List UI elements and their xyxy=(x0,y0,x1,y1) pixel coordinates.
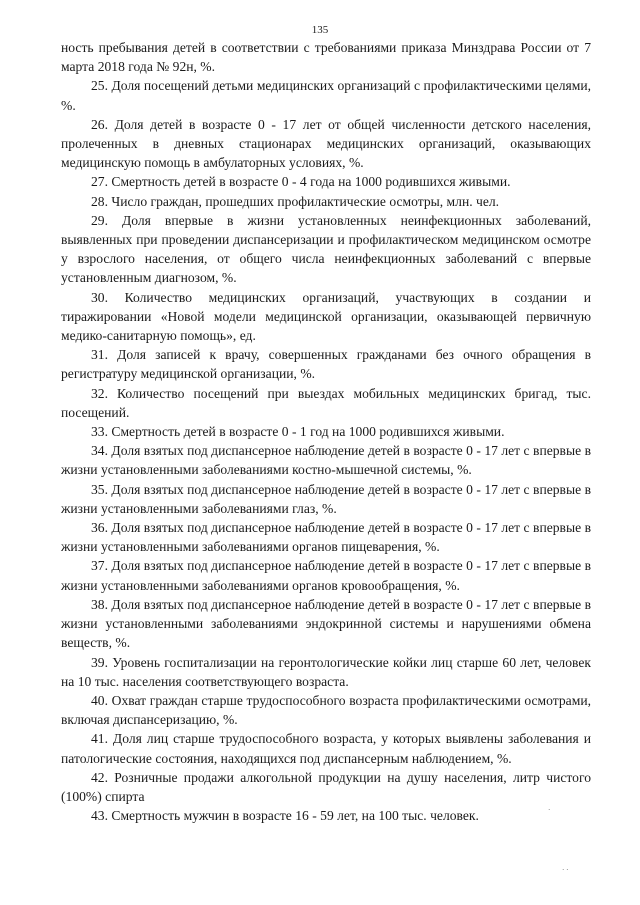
document-body xyxy=(61,38,591,825)
scan-speck: · xyxy=(548,806,551,814)
paragraph-item-37: 37. Доля взятых под диспансерное наблюдение детей в возрасте 0 - 17 лет с впервые в жизни установленными заболеваниями органов кровообращения, %. xyxy=(61,558,591,593)
paragraph-continuation: ность пребывания детей в соответствии с требованиями приказа Минздрава России от 7 марта 2018 года № 92н, %. xyxy=(61,40,591,75)
paragraph-item-26: 26. Доля детей в возрасте 0 - 17 лет от общей численности детского населения, пролеченных в дневных стационарах медицинских организаций, оказывающих медицинскую помощь в амбулаторных условиях, %. xyxy=(61,116,591,171)
paragraph-item-25: 25. Доля посещений детьми медицинских организаций с профилактическими целями, %. xyxy=(61,78,591,113)
paragraph-item-27: 27. Смертность детей в возрасте 0 - 4 года на 1000 родившихся живыми. xyxy=(91,174,511,190)
paragraph-item-30: 30. Количество медицинских организаций, участвующих в создании и тиражировании «Новой модели медицинской организации, оказывающей первичную медико-санитарную помощь», ед. xyxy=(61,289,591,344)
paragraph-item-32: 32. Количество посещений при выездах мобильных медицинских бригад, тыс. посещений. xyxy=(61,385,591,420)
paragraph-item-34: 34. Доля взятых под диспансерное наблюдение детей в возрасте 0 - 17 лет с впервые в жизни установленными заболеваниями костно-мышечной системы, %. xyxy=(61,443,591,478)
paragraph-item-41: 41. Доля лиц старше трудоспособного возраста, у которых выявлены заболевания и патологические состояния, находящихся под диспансерным наблюдением, %. xyxy=(61,731,591,766)
scan-speck: · · xyxy=(562,866,569,874)
paragraph-item-43: 43. Смертность мужчин в возрасте 16 - 59 лет, на 100 тыс. человек. xyxy=(91,808,479,824)
paragraph-item-33: 33. Смертность детей в возрасте 0 - 1 год на 1000 родившихся живыми. xyxy=(91,424,505,440)
paragraph-item-42: 42. Розничные продажи алкогольной продукции на душу населения, литр чистого (100%) спирта xyxy=(61,769,591,804)
page-number: 135 xyxy=(311,24,329,36)
paragraph-item-28: 28. Число граждан, прошедших профилактические осмотры, млн. чел. xyxy=(91,193,500,209)
paragraph-item-31: 31. Доля записей к врачу, совершенных гражданами без очного обращения в регистратуру медицинской организации, %. xyxy=(61,347,591,382)
paragraph-item-39: 39. Уровень госпитализации на геронтологические койки лиц старше 60 лет, человек на 10 тыс. населения соответствующего возраста. xyxy=(61,654,591,689)
paragraph-item-29: 29. Доля впервые в жизни установленных неинфекционных заболеваний, выявленных при проведении диспансеризации и профилактическом медицинском осмотре у взрослого населения, от общего числа неинфекционных заболеваний с впервые установленным диагнозом, %. xyxy=(61,212,591,286)
paragraph-item-35: 35. Доля взятых под диспансерное наблюдение детей в возрасте 0 - 17 лет с впервые в жизни установленными заболеваниями глаз, %. xyxy=(61,481,591,516)
paragraph-item-36: 36. Доля взятых под диспансерное наблюдение детей в возрасте 0 - 17 лет с впервые в жизни установленными заболеваниями органов пищеварения, %. xyxy=(61,520,591,555)
paragraph-item-40: 40. Охват граждан старше трудоспособного возраста профилактическими осмотрами, включая диспансеризацию, %. xyxy=(61,692,591,728)
paragraph-item-38: 38. Доля взятых под диспансерное наблюдение детей в возрасте 0 - 17 лет с впервые в жизни установленными заболеваниями эндокринной системы и нарушениями обмена веществ, %. xyxy=(61,596,591,651)
